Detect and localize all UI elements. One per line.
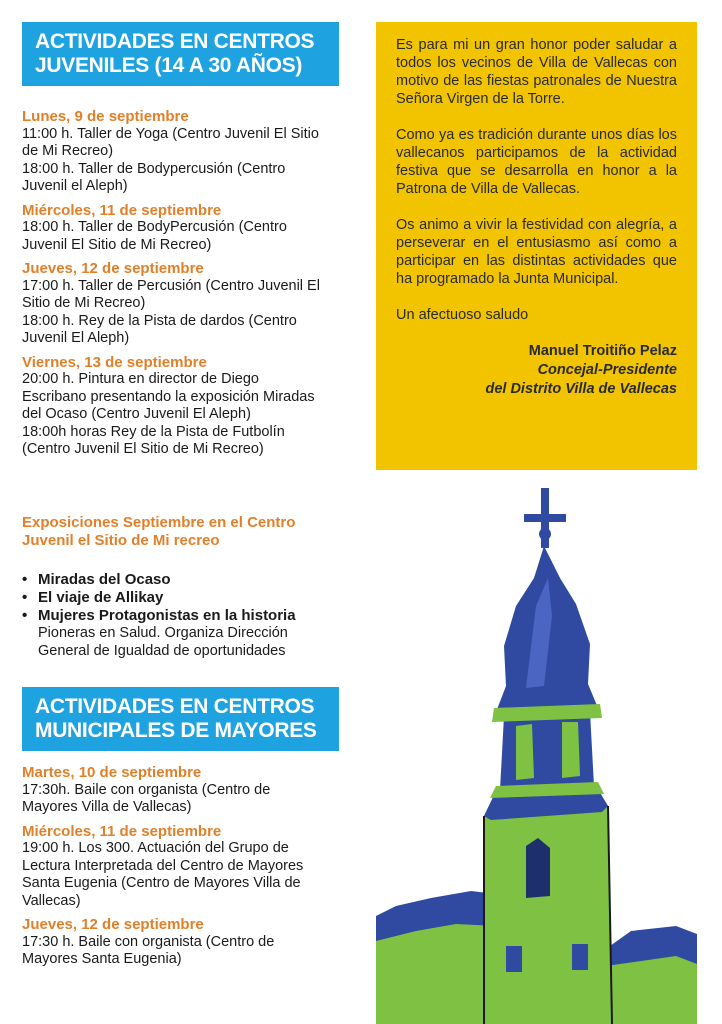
schedule-line: Mayores Santa Eugenia)	[22, 951, 182, 967]
greeting-paragraph: Os animo a vivir la festividad con alegría, a perseverar en el entusiasmo así como a participar en las distintas actividades que ha programado la Junta Municipal.	[396, 217, 677, 287]
schedule-line: 17:30h. Baile con organista (Centro de	[22, 781, 271, 798]
schedule-line: 18:00 h. Rey de la Pista de dardos (Centro	[22, 312, 297, 329]
exhibition-item: • El viaje de Allikay	[22, 589, 347, 607]
schedule-line: Vallecas)	[22, 892, 81, 909]
schedule-line: Juvenil El Aleph)	[22, 330, 130, 346]
day-block	[22, 260, 347, 348]
day-block	[22, 108, 347, 196]
schedule-line: 17:30 h. Baile con organista (Centro de	[22, 933, 275, 950]
exhibition-subtext: General de Igualdad de oportunidades	[38, 642, 286, 659]
mayores-schedule	[22, 758, 347, 969]
day-block	[22, 764, 347, 817]
schedule-line: de Mi Recreo)	[22, 143, 114, 159]
day-title: Viernes, 13 de septiembre	[22, 353, 207, 371]
schedule-line: Lectura Interpretada del Centro de Mayores	[22, 857, 304, 874]
header-line: MUNICIPALES DE MAYORES	[35, 719, 317, 742]
exhibitions-title-line: Exposiciones Septiembre en el Centro	[22, 514, 296, 531]
schedule-line: 19:00 h. Los 300. Actuación del Grupo de	[22, 840, 289, 856]
header-line: ACTIVIDADES EN CENTROS	[35, 30, 315, 53]
day-title: Miércoles, 11 de septiembre	[22, 201, 222, 219]
greeting-box	[376, 22, 697, 470]
church-tower-illustration	[376, 486, 697, 1024]
schedule-line: 18:00h horas Rey de la Pista de Futbolín	[22, 423, 285, 440]
day-title: Martes, 10 de septiembre	[22, 764, 202, 781]
exhibition-item: • Mujeres Protagonistas en la historia	[22, 607, 347, 625]
schedule-line: 11:00 h. Taller de Yoga (Centro Juvenil El Sitio	[22, 125, 319, 142]
signature-block	[396, 342, 677, 399]
schedule-line: (Centro Juvenil El Sitio de Mi Recreo)	[22, 441, 264, 457]
juveniles-schedule	[22, 102, 347, 459]
day-block	[22, 354, 347, 459]
day-block	[22, 916, 347, 969]
schedule-line: del Ocaso (Centro Juvenil El Aleph)	[22, 406, 251, 422]
day-title: Lunes, 9 de septiembre	[22, 108, 189, 125]
schedule-line: Mayores Villa de Vallecas)	[22, 799, 192, 815]
exhibitions-title-line: Juvenil el Sitio de Mi recreo	[22, 532, 220, 549]
schedule-line: 18:00 h. Taller de BodyPercusión (Centro	[22, 219, 287, 235]
signer-role: Concejal-Presidente	[537, 362, 677, 378]
day-title: Miércoles, 11 de septiembre	[22, 822, 222, 840]
signer-name: Manuel Troitiño Pelaz	[528, 343, 677, 359]
header-line: JUVENILES (14 A 30 AÑOS)	[35, 54, 303, 77]
greeting-paragraph: Es para mi un gran honor poder saludar a todos los vecinos de Villa de Vallecas con motivo de las fiestas patronales de Nuestra Señora Virgen de la Torre.	[396, 37, 677, 107]
day-block	[22, 202, 347, 255]
day-title: Jueves, 12 de septiembre	[22, 260, 204, 277]
day-title: Jueves, 12 de septiembre	[22, 916, 204, 933]
day-block	[22, 823, 347, 911]
exhibitions-list	[22, 571, 347, 625]
schedule-line: Sitio de Mi Recreo)	[22, 295, 146, 311]
signer-district: del Distrito Villa de Vallecas	[485, 381, 677, 397]
section-header-juveniles	[22, 22, 339, 86]
schedule-line: 17:00 h. Taller de Percusión (Centro Juvenil El	[22, 277, 320, 294]
exhibitions-block	[22, 514, 347, 660]
schedule-line: 18:00 h. Taller de Bodypercusión (Centro	[22, 160, 286, 177]
schedule-line: Santa Eugenia (Centro de Mayores Villa de	[22, 875, 301, 891]
schedule-line: Escribano presentando la exposición Miradas	[22, 388, 315, 405]
exhibition-subtext: Pioneras en Salud. Organiza Dirección	[38, 625, 288, 641]
section-header-mayores	[22, 687, 339, 751]
schedule-line: Juvenil El Sitio de Mi Recreo)	[22, 236, 212, 253]
schedule-line: 20:00 h. Pintura en director de Diego	[22, 371, 259, 387]
exhibition-item: • Miradas del Ocaso	[22, 571, 347, 589]
greeting-closing: Un afectuoso saludo	[396, 307, 529, 323]
schedule-line: Juvenil el Aleph)	[22, 178, 128, 194]
header-line: ACTIVIDADES EN CENTROS	[35, 695, 315, 718]
greeting-paragraph: Como ya es tradición durante unos días los vallecanos participamos de la actividad festiva que se desarrolla en honor a la Patrona de Villa de Vallecas.	[396, 127, 677, 197]
